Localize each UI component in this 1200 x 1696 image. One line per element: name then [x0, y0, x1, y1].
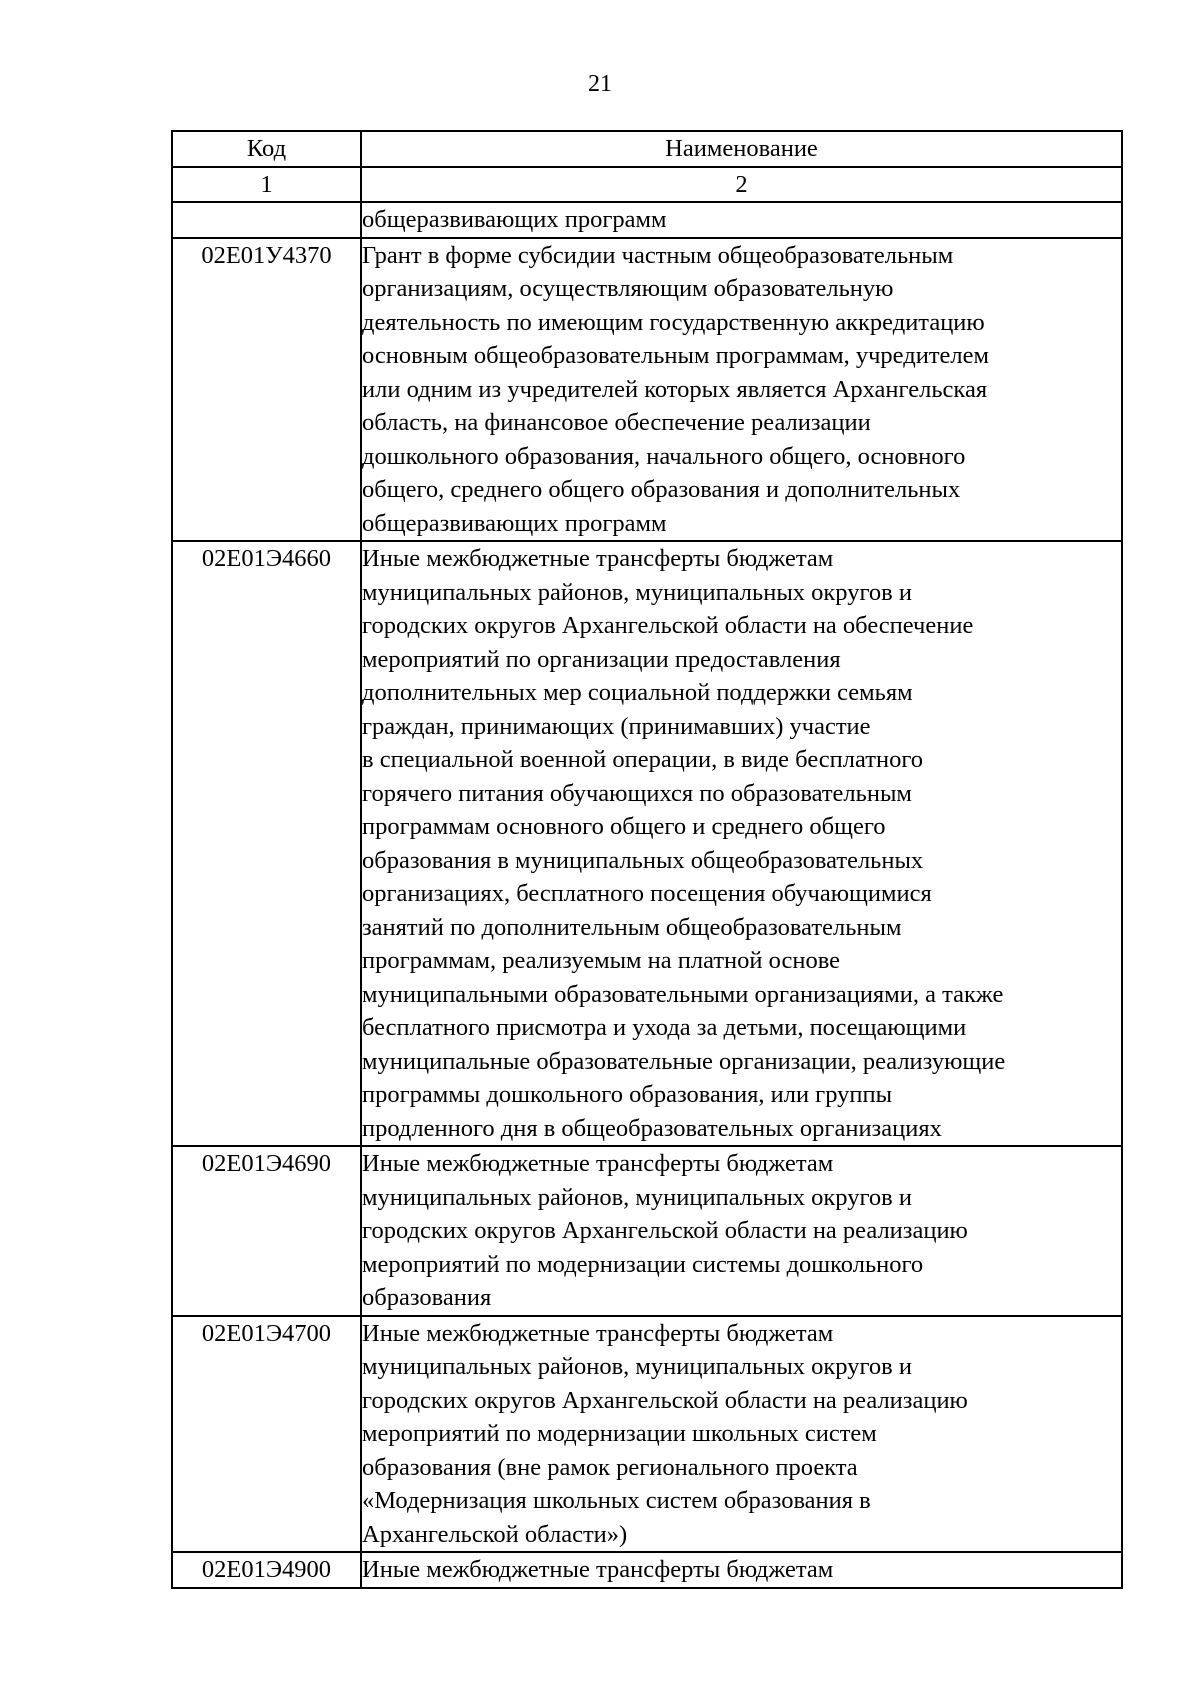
row-name-line: Грант в форме субсидии частным общеобразовательным [362, 241, 954, 269]
row-name-line: муниципальные образовательные организации, реализующие [362, 1047, 1006, 1075]
row-name-line: деятельность по имеющим государственную аккредитацию [362, 308, 985, 336]
row-name-line: продленного дня в общеобразовательных организациях [362, 1114, 942, 1142]
row-name-line: мероприятий по модернизации школьных систем [362, 1420, 877, 1447]
row-name [361, 1552, 1122, 1588]
row-name-line: городских округов Архангельской области на обеспечение [362, 612, 974, 639]
row-code: 02Е01Э4900 [172, 1552, 361, 1588]
table-row [172, 1316, 1122, 1553]
table-body [172, 202, 1122, 1588]
row-name-line: городских округов Архангельской области на реализацию [362, 1386, 968, 1414]
row-name-line: дополнительных мер социальной поддержки семьям [362, 679, 913, 706]
row-name-line: образования [362, 1284, 492, 1311]
row-name-line: общеразвивающих программ [362, 206, 667, 233]
budget-code-table [171, 130, 1123, 1589]
row-name-line: «Модернизация школьных систем образования в [362, 1487, 871, 1514]
row-name-line: в специальной военной операции, в виде бесплатного [362, 746, 924, 773]
row-name-line: городских округов Архангельской области на реализацию [362, 1217, 968, 1244]
row-name [361, 1316, 1122, 1553]
row-name-line: основным общеобразовательным программам, учредителем [362, 342, 989, 369]
row-name-line: Иные межбюджетные трансферты бюджетам [362, 1319, 834, 1347]
row-name-line: Иные межбюджетные трансферты бюджетам [362, 1150, 834, 1177]
column-number-1: 1 [172, 167, 361, 203]
row-name-line: занятий по дополнительным общеобразовательным [362, 913, 902, 941]
row-name [361, 541, 1122, 1146]
row-name-line: Иные межбюджетные трансферты бюджетам [362, 1556, 834, 1583]
row-code: 02Е01Э4690 [172, 1146, 361, 1316]
table-row [172, 541, 1122, 1146]
table-row [172, 238, 1122, 542]
row-name-line: муниципальных районов, муниципальных округов и [362, 1353, 912, 1380]
row-name [361, 238, 1122, 542]
row-name-line: программам, реализуемым на платной основе [362, 947, 841, 974]
row-name-line: образования в муниципальных общеобразовательных [362, 846, 924, 874]
row-name-line: Архангельской области») [362, 1520, 628, 1548]
row-name-line: программы дошкольного образования, или группы [362, 1081, 893, 1108]
row-name-line: программам основного общего и среднего общего [362, 813, 886, 840]
column-number-row [172, 167, 1122, 203]
row-code: 02Е01Э4700 [172, 1316, 361, 1553]
table-row [172, 202, 1122, 238]
row-name-line: организациям, осуществляющим образовательную [362, 275, 894, 302]
row-code: 02Е01Э4660 [172, 541, 361, 1146]
row-name [361, 202, 1122, 238]
row-name-line: Иные межбюджетные трансферты бюджетам [362, 545, 834, 572]
row-name-line: муниципальных районов, муниципальных округов и [362, 1183, 912, 1211]
page-number: 21 [588, 71, 612, 97]
row-code: 02Е01У4370 [172, 238, 361, 542]
row-name-line: муниципальными образовательными организациями, а также [362, 980, 1004, 1008]
header-code: Код [172, 131, 361, 167]
row-code [172, 202, 361, 238]
row-name-line: общеразвивающих программ [362, 509, 667, 537]
table-header-row [172, 131, 1122, 167]
row-name-line: общего, среднего общего образования и дополнительных [362, 476, 961, 503]
row-name-line: граждан, принимающих (принимавших) участие [362, 712, 871, 740]
header-name: Наименование [361, 131, 1122, 167]
table-row [172, 1146, 1122, 1316]
row-name-line: или одним из учредителей которых является Архангельская [362, 375, 988, 403]
table-row [172, 1552, 1122, 1588]
row-name-line: образования (вне рамок регионального проекта [362, 1453, 858, 1481]
row-name-line: организациях, бесплатного посещения обучающимися [362, 880, 932, 907]
row-name [361, 1146, 1122, 1316]
row-name-line: дошкольного образования, начального общего, основного [362, 442, 966, 470]
row-name-line: муниципальных районов, муниципальных округов и [362, 578, 912, 606]
row-name-line: область, на финансовое обеспечение реализации [362, 409, 871, 436]
row-name-line: горячего питания обучающихся по образовательным [362, 779, 912, 807]
row-name-line: бесплатного присмотра и ухода за детьми, посещающими [362, 1014, 967, 1041]
row-name-line: мероприятий по модернизации системы дошкольного [362, 1250, 924, 1278]
row-name-line: мероприятий по организации предоставления [362, 645, 841, 673]
column-number-2: 2 [361, 167, 1122, 203]
